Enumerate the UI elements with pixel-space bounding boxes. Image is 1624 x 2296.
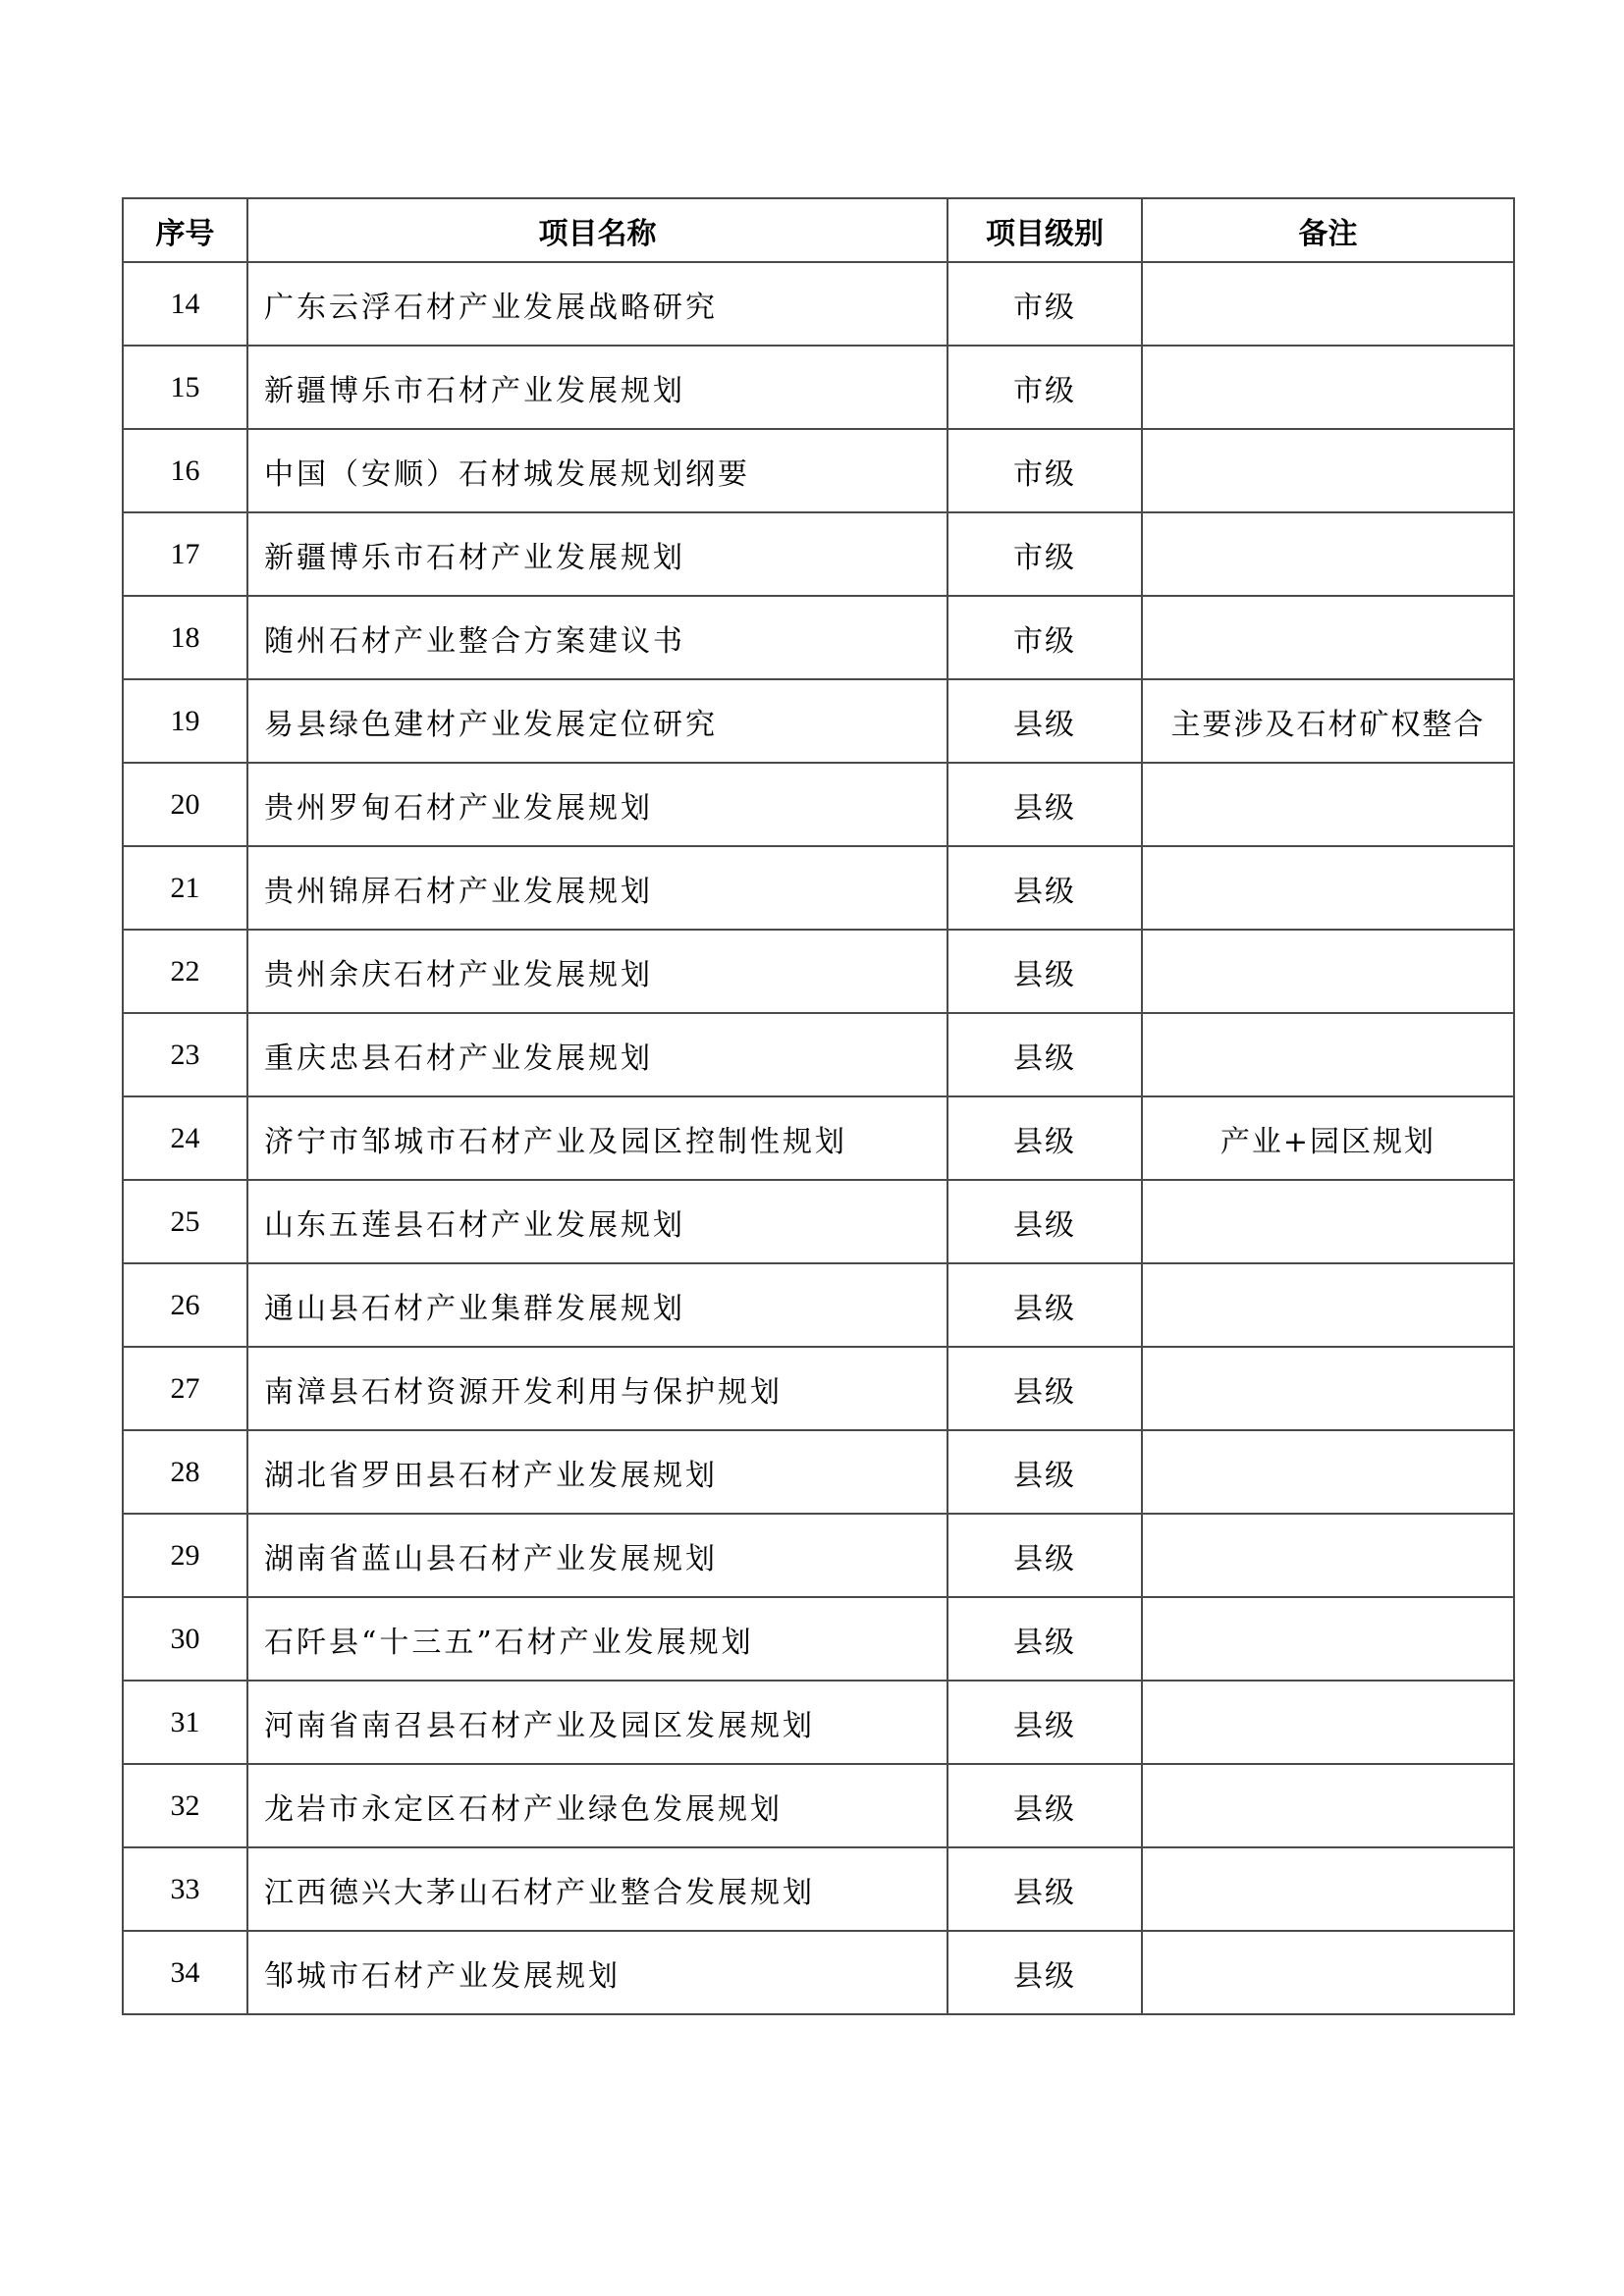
project-level: 市级 bbox=[947, 429, 1142, 512]
project-name: 邹城市石材产业发展规划 bbox=[247, 1931, 947, 2014]
project-level: 县级 bbox=[947, 1347, 1142, 1430]
row-number: 30 bbox=[123, 1597, 247, 1681]
project-name: 石阡县“十三五”石材产业发展规划 bbox=[247, 1597, 947, 1681]
project-note bbox=[1142, 262, 1514, 346]
table-row bbox=[123, 1263, 1514, 1347]
row-number: 27 bbox=[123, 1347, 247, 1430]
project-name: 贵州余庆石材产业发展规划 bbox=[247, 930, 947, 1013]
table-row bbox=[123, 346, 1514, 429]
project-name: 河南省南召县石材产业及园区发展规划 bbox=[247, 1681, 947, 1764]
table-row bbox=[123, 596, 1514, 679]
project-name: 南漳县石材资源开发利用与保护规划 bbox=[247, 1347, 947, 1430]
table-row bbox=[123, 1847, 1514, 1931]
project-name: 易县绿色建材产业发展定位研究 bbox=[247, 679, 947, 763]
row-number: 16 bbox=[123, 429, 247, 512]
project-level: 县级 bbox=[947, 1847, 1142, 1931]
table-row bbox=[123, 1597, 1514, 1681]
project-note: 主要涉及石材矿权整合 bbox=[1142, 679, 1514, 763]
project-note bbox=[1142, 346, 1514, 429]
table-row bbox=[123, 1764, 1514, 1847]
project-level: 县级 bbox=[947, 1180, 1142, 1263]
project-note bbox=[1142, 1013, 1514, 1096]
row-number: 15 bbox=[123, 346, 247, 429]
table-row bbox=[123, 1931, 1514, 2014]
project-level: 县级 bbox=[947, 1013, 1142, 1096]
project-name: 贵州罗甸石材产业发展规划 bbox=[247, 763, 947, 846]
table-row bbox=[123, 262, 1514, 346]
project-name: 龙岩市永定区石材产业绿色发展规划 bbox=[247, 1764, 947, 1847]
project-note bbox=[1142, 1347, 1514, 1430]
table-row bbox=[123, 512, 1514, 596]
header-note: 备注 bbox=[1142, 198, 1514, 262]
row-number: 20 bbox=[123, 763, 247, 846]
table-row bbox=[123, 1514, 1514, 1597]
project-name: 江西德兴大茅山石材产业整合发展规划 bbox=[247, 1847, 947, 1931]
table-row bbox=[123, 1013, 1514, 1096]
project-name: 中国（安顺）石材城发展规划纲要 bbox=[247, 429, 947, 512]
row-number: 32 bbox=[123, 1764, 247, 1847]
header-no: 序号 bbox=[123, 198, 247, 262]
project-name: 湖北省罗田县石材产业发展规划 bbox=[247, 1430, 947, 1514]
row-number: 18 bbox=[123, 596, 247, 679]
project-note bbox=[1142, 1847, 1514, 1931]
table-row bbox=[123, 1681, 1514, 1764]
project-name: 新疆博乐市石材产业发展规划 bbox=[247, 512, 947, 596]
project-name: 随州石材产业整合方案建议书 bbox=[247, 596, 947, 679]
project-note bbox=[1142, 1681, 1514, 1764]
project-level: 县级 bbox=[947, 1931, 1142, 2014]
header-name: 项目名称 bbox=[247, 198, 947, 262]
table-row bbox=[123, 1180, 1514, 1263]
project-note bbox=[1142, 846, 1514, 930]
project-note bbox=[1142, 1764, 1514, 1847]
project-level: 市级 bbox=[947, 346, 1142, 429]
row-number: 21 bbox=[123, 846, 247, 930]
table-row bbox=[123, 679, 1514, 763]
project-name: 通山县石材产业集群发展规划 bbox=[247, 1263, 947, 1347]
project-level: 县级 bbox=[947, 846, 1142, 930]
project-level: 县级 bbox=[947, 1764, 1142, 1847]
project-name: 湖南省蓝山县石材产业发展规划 bbox=[247, 1514, 947, 1597]
project-note bbox=[1142, 596, 1514, 679]
table-row bbox=[123, 763, 1514, 846]
project-note bbox=[1142, 763, 1514, 846]
project-name: 山东五莲县石材产业发展规划 bbox=[247, 1180, 947, 1263]
row-number: 17 bbox=[123, 512, 247, 596]
project-level: 市级 bbox=[947, 596, 1142, 679]
project-level: 县级 bbox=[947, 1430, 1142, 1514]
row-number: 31 bbox=[123, 1681, 247, 1764]
table-body bbox=[123, 262, 1514, 2014]
project-level: 县级 bbox=[947, 1263, 1142, 1347]
project-note bbox=[1142, 1514, 1514, 1597]
table-row bbox=[123, 846, 1514, 930]
row-number: 19 bbox=[123, 679, 247, 763]
project-level: 县级 bbox=[947, 1681, 1142, 1764]
project-note bbox=[1142, 1180, 1514, 1263]
row-number: 23 bbox=[123, 1013, 247, 1096]
row-number: 29 bbox=[123, 1514, 247, 1597]
row-number: 34 bbox=[123, 1931, 247, 2014]
table-row bbox=[123, 1430, 1514, 1514]
project-name: 贵州锦屏石材产业发展规划 bbox=[247, 846, 947, 930]
row-number: 24 bbox=[123, 1096, 247, 1180]
row-number: 28 bbox=[123, 1430, 247, 1514]
table-row bbox=[123, 429, 1514, 512]
row-number: 25 bbox=[123, 1180, 247, 1263]
project-level: 县级 bbox=[947, 930, 1142, 1013]
project-note bbox=[1142, 1597, 1514, 1681]
project-note bbox=[1142, 1263, 1514, 1347]
table-header-row bbox=[123, 198, 1514, 262]
project-note bbox=[1142, 1931, 1514, 2014]
row-number: 26 bbox=[123, 1263, 247, 1347]
table-row bbox=[123, 1347, 1514, 1430]
project-name: 济宁市邹城市石材产业及园区控制性规划 bbox=[247, 1096, 947, 1180]
project-level: 县级 bbox=[947, 1096, 1142, 1180]
row-number: 33 bbox=[123, 1847, 247, 1931]
project-name: 广东云浮石材产业发展战略研究 bbox=[247, 262, 947, 346]
row-number: 22 bbox=[123, 930, 247, 1013]
project-level: 县级 bbox=[947, 1514, 1142, 1597]
project-name: 重庆忠县石材产业发展规划 bbox=[247, 1013, 947, 1096]
project-note bbox=[1142, 512, 1514, 596]
project-level: 市级 bbox=[947, 262, 1142, 346]
project-note bbox=[1142, 930, 1514, 1013]
project-level: 县级 bbox=[947, 763, 1142, 846]
project-note: 产业+园区规划 bbox=[1142, 1096, 1514, 1180]
header-level: 项目级别 bbox=[947, 198, 1142, 262]
project-level: 市级 bbox=[947, 512, 1142, 596]
project-level: 县级 bbox=[947, 1597, 1142, 1681]
project-level: 县级 bbox=[947, 679, 1142, 763]
project-note bbox=[1142, 1430, 1514, 1514]
project-note bbox=[1142, 429, 1514, 512]
project-table bbox=[122, 197, 1515, 2015]
row-number: 14 bbox=[123, 262, 247, 346]
project-name: 新疆博乐市石材产业发展规划 bbox=[247, 346, 947, 429]
table-row bbox=[123, 930, 1514, 1013]
table-row bbox=[123, 1096, 1514, 1180]
